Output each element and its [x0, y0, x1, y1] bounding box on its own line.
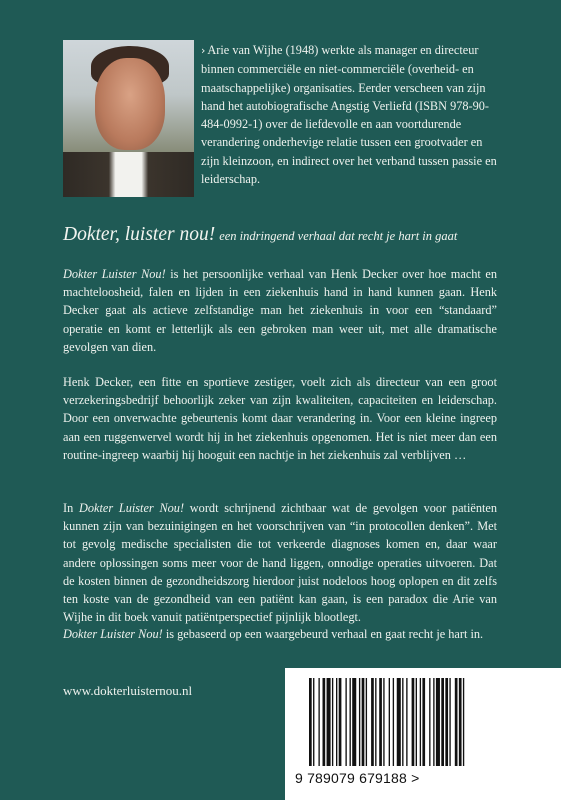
- author-bio-text: Arie van Wijhe (1948) werkte als manager en directeur binnen commerciële en niet-commerciële (overheid- en maatschappelijke) organisaties. Eerder verscheen van zijn hand het autobiografische Angstig Verliefd (ISBN 978-90-484-0992-1) over de liefdevolle en aan voortdurende verandering onderhevige relatie tussen een grootvader en zijn kleinzoon, en indirect over het verband tussen passie en leiderschap.: [201, 43, 497, 187]
- paragraph-4: [63, 625, 497, 643]
- paragraph-1-title: Dokter Luister Nou!: [63, 267, 166, 281]
- barcode: [285, 668, 561, 800]
- chevron-right-icon: ›: [201, 44, 206, 57]
- paragraph-3-text: wordt schrijnend zichtbaar wat de gevolgen voor patiënten kunnen zijn van bezuinigingen en het voorschrijven van “in protocollen denken”. Met tot gevolg medische specialisten die tot verkeerde diagnoses komen en, daar waar andere oplossingen soms meer voor de hand liggen, onnodige operaties uitvoeren. Dat de kosten binnen de gezondheidszorg hierdoor juist nodeloos hoog oplopen en dit zelfs ten koste van de gezondheid van een patiënt kan gaan, is een paradox die Arie van Wijhe in dit boek vanuit patiëntperspectief pijnlijk blootlegt.: [63, 501, 497, 625]
- paragraph-3-title: Dokter Luister Nou!: [78, 501, 185, 515]
- book-title: Dokter, luister nou!: [63, 224, 216, 245]
- paragraph-2: [63, 373, 497, 464]
- paragraph-1-text: is het persoonlijke verhaal van Henk Decker over hoe macht en machteloosheid, falen en lijden in een ziekenhuis hand in hand kunnen gaan. Henk Decker gaat als actieve zelfstandige man het ziekenhuis in voor een “standaard” operatie en komt er letterlijk als een gebroken man weer uit, met alle dramatische gevolgen van dien.: [63, 267, 497, 354]
- barcode-bars: [285, 668, 561, 768]
- paragraph-1: [63, 265, 497, 356]
- author-photo: [63, 40, 194, 197]
- website-url[interactable]: www.dokterluisternou.nl: [63, 683, 193, 698]
- paragraph-4-text: is gebaseerd op een waargebeurd verhaal en gaat recht je hart in.: [162, 627, 484, 641]
- author-face: [95, 58, 165, 150]
- author-bio: [201, 41, 501, 188]
- headline: [63, 224, 533, 246]
- paragraph-3: [63, 499, 497, 626]
- barcode-number: 9 789079 679188 >: [295, 770, 420, 786]
- paragraph-4-title: Dokter Luister Nou!: [63, 627, 163, 641]
- paragraph-3-pre: In: [63, 501, 79, 515]
- paragraph-2-text: Henk Decker, een fitte en sportieve zestiger, voelt zich als directeur van een groot verzekeringsbedrijf behoorlijk zeker van zijn kwaliteiten, capaciteiten en leiderschap. Door een onverwachte gebeurtenis komt daar verandering in. Voor een kleine ingreep aan een ruggenwervel wordt hij in het ziekenhuis opgenomen. Het is niet meer dan een routine-ingreep waarbij hij hooguit een nachtje in het ziekenhuis zal verblijven …: [63, 375, 497, 462]
- book-tagline: een indringend verhaal dat recht je hart in gaat: [219, 229, 458, 243]
- author-shirt: [63, 152, 194, 197]
